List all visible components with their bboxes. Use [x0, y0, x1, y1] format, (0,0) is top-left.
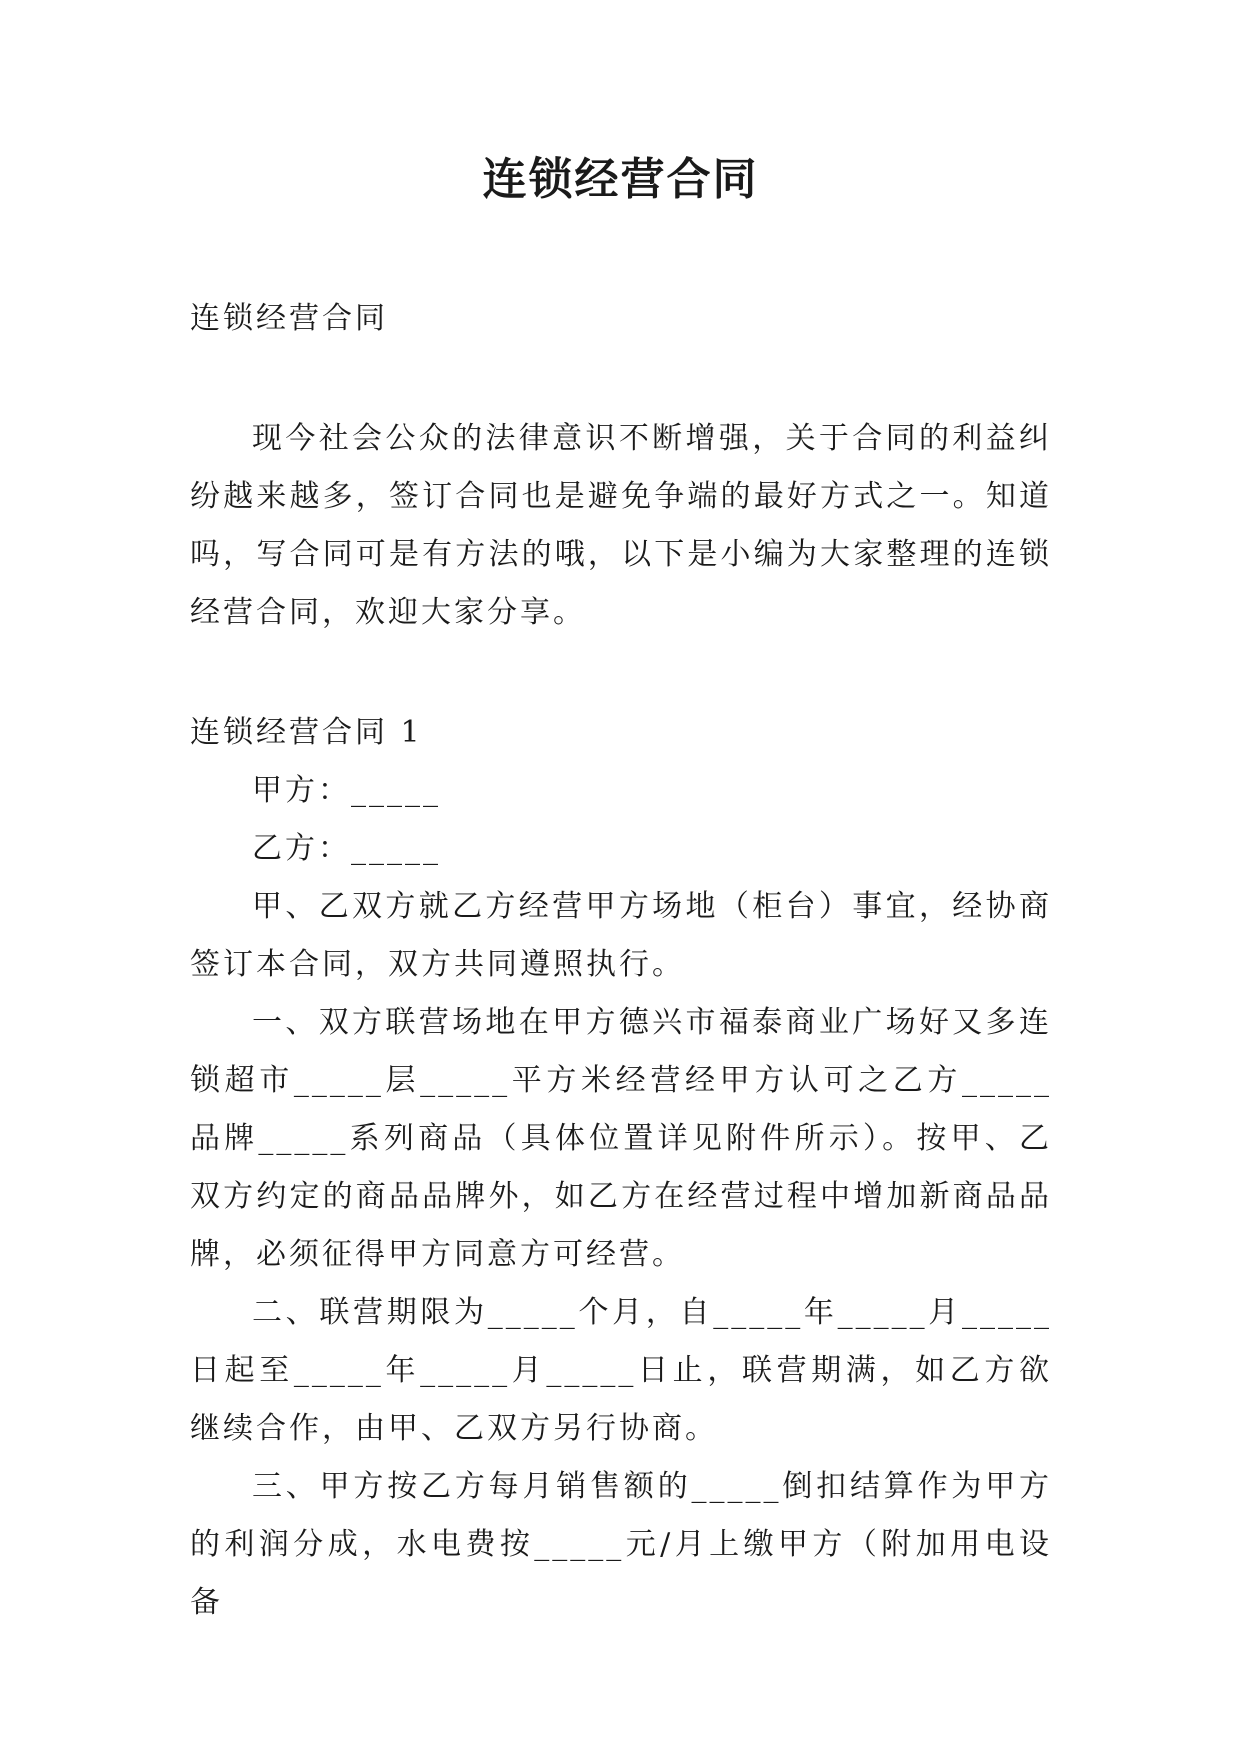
document-body	[190, 290, 1052, 1632]
intro-paragraph: 现今社会公众的法律意识不断增强，关于合同的利益纠纷越来越多，签订合同也是避免争端的最好方式之一。知道吗，写合同可是有方法的哦，以下是小编为大家整理的连锁经营合同，欢迎大家分享。	[190, 421, 1052, 630]
document-subtitle: 连锁经营合同	[190, 301, 388, 336]
contract-clause-1: 一、双方联营场地在甲方德兴市福泰商业广场好又多连锁超市_____层_____平方米经营经甲方认可之乙方_____品牌_____系列商品（具体位置详见附件所示）。按甲、乙双方约定的商品品牌外，如乙方在经营过程中增加新商品品牌，必须征得甲方同意方可经营。	[190, 1005, 1052, 1272]
section-heading: 连锁经营合同 1	[190, 715, 423, 750]
contract-clause-2: 二、联营期限为_____个月，自_____年_____月_____日起至_____年_____月_____日止，联营期满，如乙方欲继续合作，由甲、乙双方另行协商。	[190, 1295, 1052, 1446]
document-title: 连锁经营合同	[482, 154, 759, 205]
party-b-line: 乙方：_____	[252, 831, 441, 866]
contract-clause-3: 三、甲方按乙方每月销售额的_____倒扣结算作为甲方的利润分成，水电费按_____元/月上缴甲方（附加用电设备	[190, 1469, 1052, 1620]
contract-paragraph: 甲、乙双方就乙方经营甲方场地（柜台）事宜，经协商签订本合同，双方共同遵照执行。	[190, 889, 1052, 982]
party-a-line: 甲方：_____	[252, 773, 441, 808]
